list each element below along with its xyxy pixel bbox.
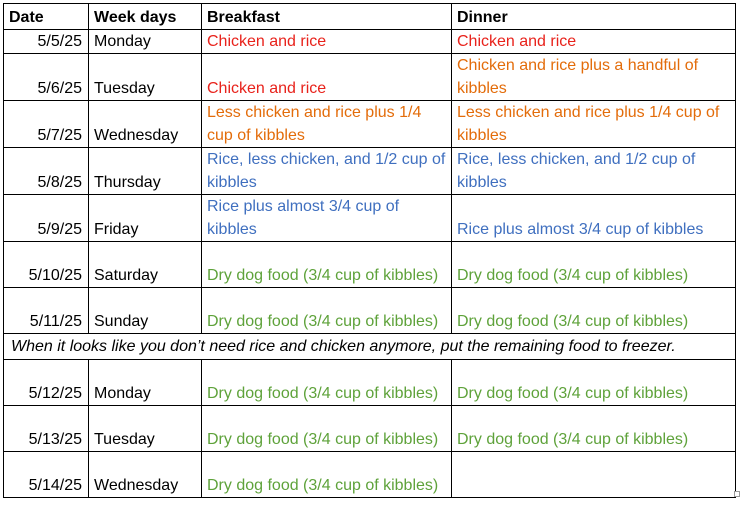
breakfast-cell: Rice, less chicken, and 1/2 cup of kibbles [202, 148, 452, 195]
breakfast-cell: Dry dog food (3/4 cup of kibbles) [202, 406, 452, 452]
table-row [4, 101, 736, 148]
breakfast-cell: Less chicken and rice plus 1/4 cup of kibbles [202, 101, 452, 148]
dinner-cell: Less chicken and rice plus 1/4 cup of kibbles [452, 101, 736, 148]
date-cell: 5/10/25 [4, 242, 89, 288]
freezer-note: When it looks like you don’t need rice and chicken anymore, put the remaining food to freezer. [4, 334, 736, 360]
date-cell: 5/12/25 [4, 360, 89, 406]
breakfast-cell: Chicken and rice [202, 30, 452, 54]
date-cell: 5/7/25 [4, 101, 89, 148]
weekday-cell: Wednesday [89, 101, 202, 148]
table-row [4, 452, 736, 498]
weekday-cell: Tuesday [89, 54, 202, 101]
header-breakfast: Breakfast [202, 4, 452, 30]
table-row [4, 360, 736, 406]
weekday-cell: Thursday [89, 148, 202, 195]
weekday-cell: Monday [89, 30, 202, 54]
dinner-cell: Chicken and rice plus a handful of kibbles [452, 54, 736, 101]
breakfast-cell: Rice plus almost 3/4 cup of kibbles [202, 195, 452, 242]
dinner-cell: Dry dog food (3/4 cup of kibbles) [452, 360, 736, 406]
date-cell: 5/8/25 [4, 148, 89, 195]
breakfast-cell: Dry dog food (3/4 cup of kibbles) [202, 288, 452, 334]
table-row [4, 30, 736, 54]
date-cell: 5/5/25 [4, 30, 89, 54]
header-dinner: Dinner [452, 4, 736, 30]
date-cell: 5/13/25 [4, 406, 89, 452]
breakfast-cell: Dry dog food (3/4 cup of kibbles) [202, 242, 452, 288]
weekday-cell: Wednesday [89, 452, 202, 498]
table-row [4, 195, 736, 242]
header-date: Date [4, 4, 89, 30]
dinner-cell: Dry dog food (3/4 cup of kibbles) [452, 406, 736, 452]
header-weekday: Week days [89, 4, 202, 30]
dinner-cell [452, 452, 736, 498]
dinner-cell: Rice plus almost 3/4 cup of kibbles [452, 195, 736, 242]
feeding-schedule-table [3, 3, 736, 498]
table-row [4, 54, 736, 101]
dinner-cell: Dry dog food (3/4 cup of kibbles) [452, 242, 736, 288]
table-row [4, 406, 736, 452]
weekday-cell: Sunday [89, 288, 202, 334]
table-row [4, 288, 736, 334]
weekday-cell: Friday [89, 195, 202, 242]
breakfast-cell: Dry dog food (3/4 cup of kibbles) [202, 360, 452, 406]
dinner-cell: Chicken and rice [452, 30, 736, 54]
dinner-cell: Dry dog food (3/4 cup of kibbles) [452, 288, 736, 334]
weekday-cell: Saturday [89, 242, 202, 288]
breakfast-cell: Dry dog food (3/4 cup of kibbles) [202, 452, 452, 498]
date-cell: 5/11/25 [4, 288, 89, 334]
header-row [4, 4, 736, 30]
dinner-cell: Rice, less chicken, and 1/2 cup of kibbles [452, 148, 736, 195]
table-row [4, 242, 736, 288]
date-cell: 5/9/25 [4, 195, 89, 242]
table-row [4, 148, 736, 195]
date-cell: 5/14/25 [4, 452, 89, 498]
note-row [4, 334, 736, 360]
weekday-cell: Monday [89, 360, 202, 406]
breakfast-cell: Chicken and rice [202, 54, 452, 101]
weekday-cell: Tuesday [89, 406, 202, 452]
date-cell: 5/6/25 [4, 54, 89, 101]
table-resize-handle[interactable] [734, 491, 740, 497]
